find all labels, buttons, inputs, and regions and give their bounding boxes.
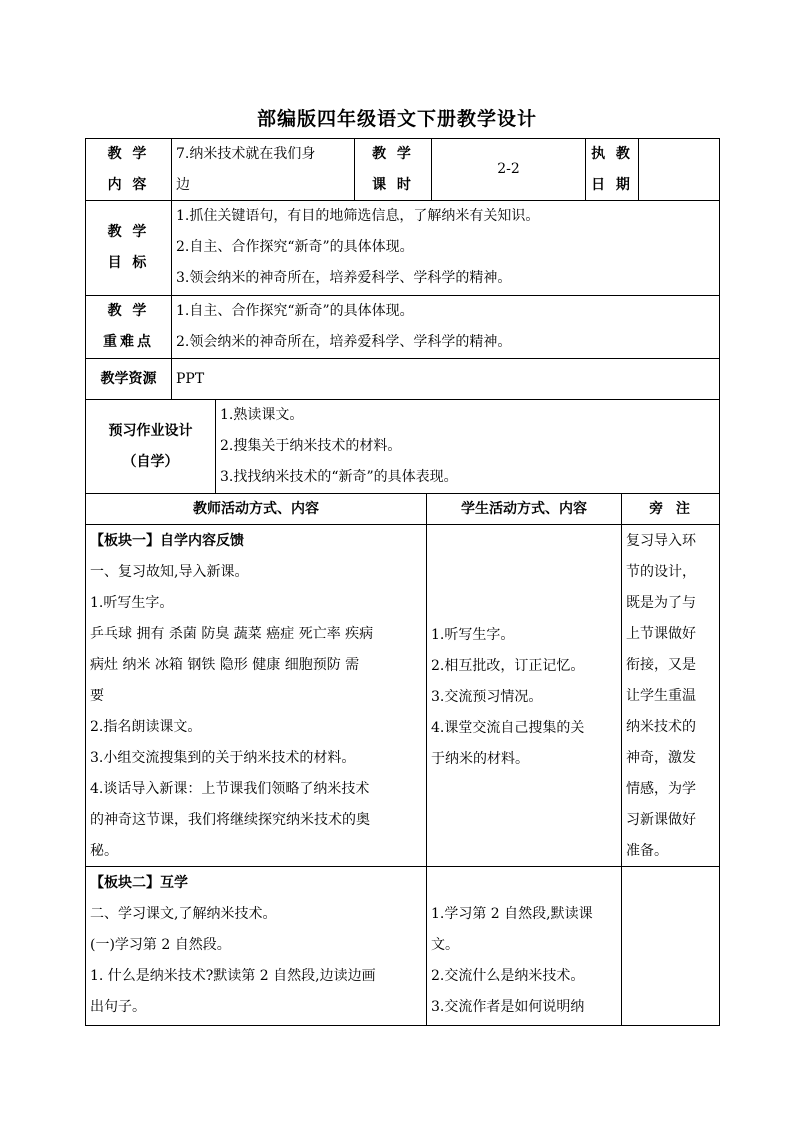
preview-item: 1.熟读课文。 — [220, 407, 304, 423]
block2-teacher: 【板块二】互学 二、学习课文,了解纳米技术。 (一)学习第 2 自然段。 1. 什么是纳米技术?默读第 2 自然段,边读边画 出句子。 — [86, 867, 427, 1026]
content-label: 教 学 内 容 — [86, 139, 172, 201]
goals-content — [172, 201, 720, 296]
goal-item: 3.领会纳米的神奇所在，培养爱科学、学科学的精神。 — [176, 270, 512, 286]
block1-title: 【板块一】自学内容反馈 — [90, 533, 244, 549]
block2-title: 【板块二】互学 — [90, 875, 188, 891]
resources-label: 教学资源 — [86, 359, 172, 400]
resources-value: PPT — [172, 359, 720, 400]
block1-student: 1.听写生字。 2.相互批改，订正记忆。 3.交流预习情况。 4.课堂交流自己搜集的关 于纳米的材料。 — [427, 525, 622, 867]
hours-value: 2-2 — [432, 139, 586, 201]
teacher-column-header: 教师活动方式、内容 — [86, 494, 427, 525]
preview-content — [216, 400, 720, 494]
preview-item: 3.找找纳米技术的“新奇”的具体表现。 — [220, 469, 458, 485]
goal-item: 1.抓住关键语句，有目的地筛选信息，了解纳米有关知识。 — [176, 208, 540, 224]
notes-column-header: 旁 注 — [622, 494, 720, 525]
key-point-item: 1.自主、合作探究“新奇”的具体体现。 — [176, 303, 414, 319]
block2-notes — [622, 867, 720, 1026]
block2-student: 1.学习第 2 自然段,默读课 文。 2.交流什么是纳米技术。 3.交流作者是如何说明纳 — [427, 867, 622, 1026]
block1-notes: 复习导入环 节的设计， 既是为了与 上节课做好 衔接，又是 让学生重温 纳米技术的 神奇，激发 情感，为学 习新课做好 准备。 — [622, 525, 720, 867]
student-column-header: 学生活动方式、内容 — [427, 494, 622, 525]
content-value: 7.纳米技术就在我们身 边 — [172, 139, 355, 201]
key-points-label: 教 学 重难点 — [86, 296, 172, 359]
block1-teacher: 【板块一】自学内容反馈 一、复习故知,导入新课。 1.听写生字。 乒乓球 拥有 杀菌 防臭 蔬菜 癌症 死亡率 疾病 病灶 纳米 冰箱 钢铁 隐形 健康 细胞预防 需 要 2.指名朗读课文。 3.小组交流搜集到的关于纳米技术的材料。 4.谈话导入新课：上节课我们领略了纳米技术 的神奇这节课，我们将继续探究纳米技术的奥 秘。 — [86, 525, 427, 867]
date-label: 执 教 日 期 — [586, 139, 639, 201]
goals-label: 教 学 目 标 — [86, 201, 172, 296]
lesson-plan-table — [85, 138, 720, 1026]
hours-label: 教 学 课 时 — [355, 139, 432, 201]
preview-item: 2.搜集关于纳米技术的材料。 — [220, 438, 402, 454]
page-title: 部编版四年级语文下册教学设计 — [256, 108, 537, 130]
date-value — [639, 139, 720, 201]
key-points-content — [172, 296, 720, 359]
goal-item: 2.自主、合作探究“新奇”的具体体现。 — [176, 239, 414, 255]
preview-label: 预习作业设计 （自学） — [86, 400, 216, 494]
key-point-item: 2.领会纳米的神奇所在，培养爱科学、学科学的精神。 — [176, 334, 512, 350]
